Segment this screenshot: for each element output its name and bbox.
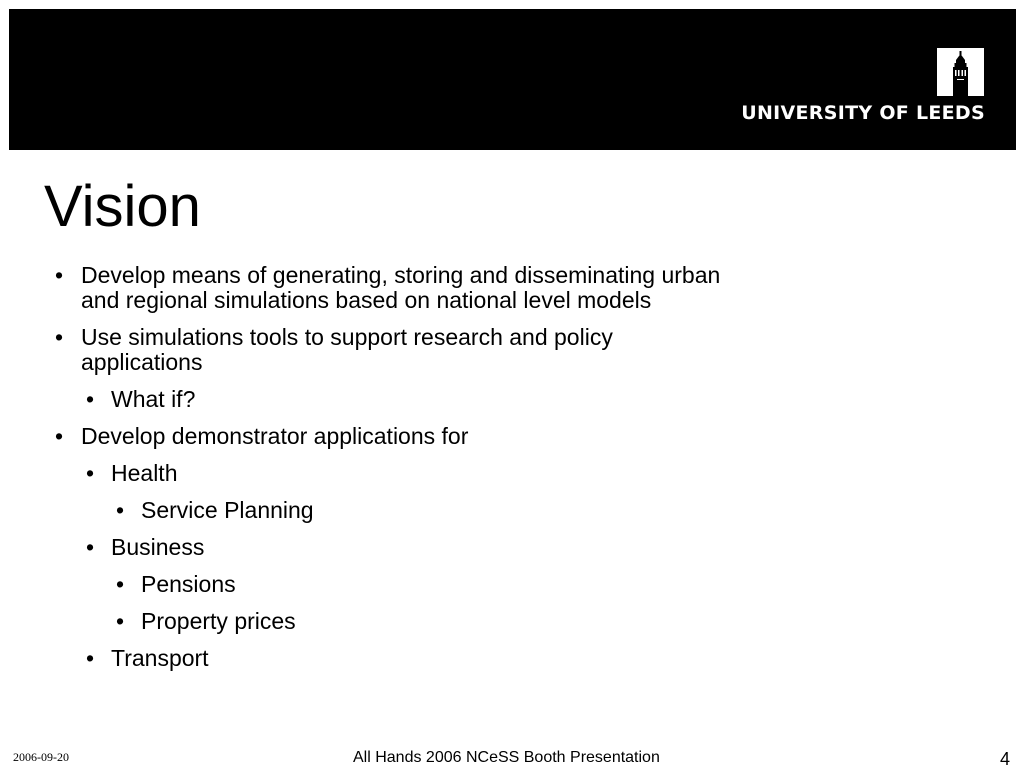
bullet-dot: • xyxy=(86,460,95,486)
bullet-text: Business xyxy=(111,534,205,560)
sub-sub-bullet-item xyxy=(0,498,731,523)
bullet-dot: • xyxy=(86,386,95,412)
header-banner xyxy=(9,9,1016,150)
sub-bullet-item xyxy=(0,387,731,412)
bullet-text: Health xyxy=(111,460,178,486)
sub-bullet-item xyxy=(0,461,731,486)
bullet-text: What if? xyxy=(111,386,196,412)
slide-number: 4 xyxy=(1000,749,1011,768)
university-wordmark: UNIVERSITY OF LEEDS xyxy=(741,102,985,124)
bullet-item xyxy=(0,263,731,313)
university-tower-crest-icon xyxy=(937,48,984,96)
bullet-item xyxy=(0,325,731,375)
sub-bullet-item xyxy=(0,535,731,560)
bullet-text: Service Planning xyxy=(141,497,314,523)
sub-sub-bullet-item xyxy=(0,572,731,597)
sub-bullet-item xyxy=(0,646,731,671)
bullet-list xyxy=(0,263,760,683)
bullet-text: Transport xyxy=(111,645,209,671)
sub-sub-bullet-item xyxy=(0,609,731,634)
bullet-text: Pensions xyxy=(141,571,236,597)
bullet-dot: • xyxy=(55,423,64,449)
footer-date: 2006-09-20 xyxy=(13,750,69,764)
bullet-dot: • xyxy=(86,534,95,560)
bullet-text: Property prices xyxy=(141,608,296,634)
bullet-dot: • xyxy=(116,608,125,634)
bullet-dot: • xyxy=(116,497,125,523)
bullet-dot: • xyxy=(55,324,64,350)
bullet-dot: • xyxy=(86,645,95,671)
bullet-text: Develop means of generating, storing and disseminating urban and regional simulations based on national level models xyxy=(81,262,721,313)
bullet-dot: • xyxy=(116,571,125,597)
bullet-text: Use simulations tools to support research and policy applications xyxy=(81,324,613,375)
footer-presentation-title: All Hands 2006 NCeSS Booth Presentation xyxy=(353,749,660,766)
bullet-item xyxy=(0,424,731,449)
bullet-text: Develop demonstrator applications for xyxy=(81,423,469,449)
bullet-dot: • xyxy=(55,262,64,288)
slide-title: Vision xyxy=(44,174,201,239)
